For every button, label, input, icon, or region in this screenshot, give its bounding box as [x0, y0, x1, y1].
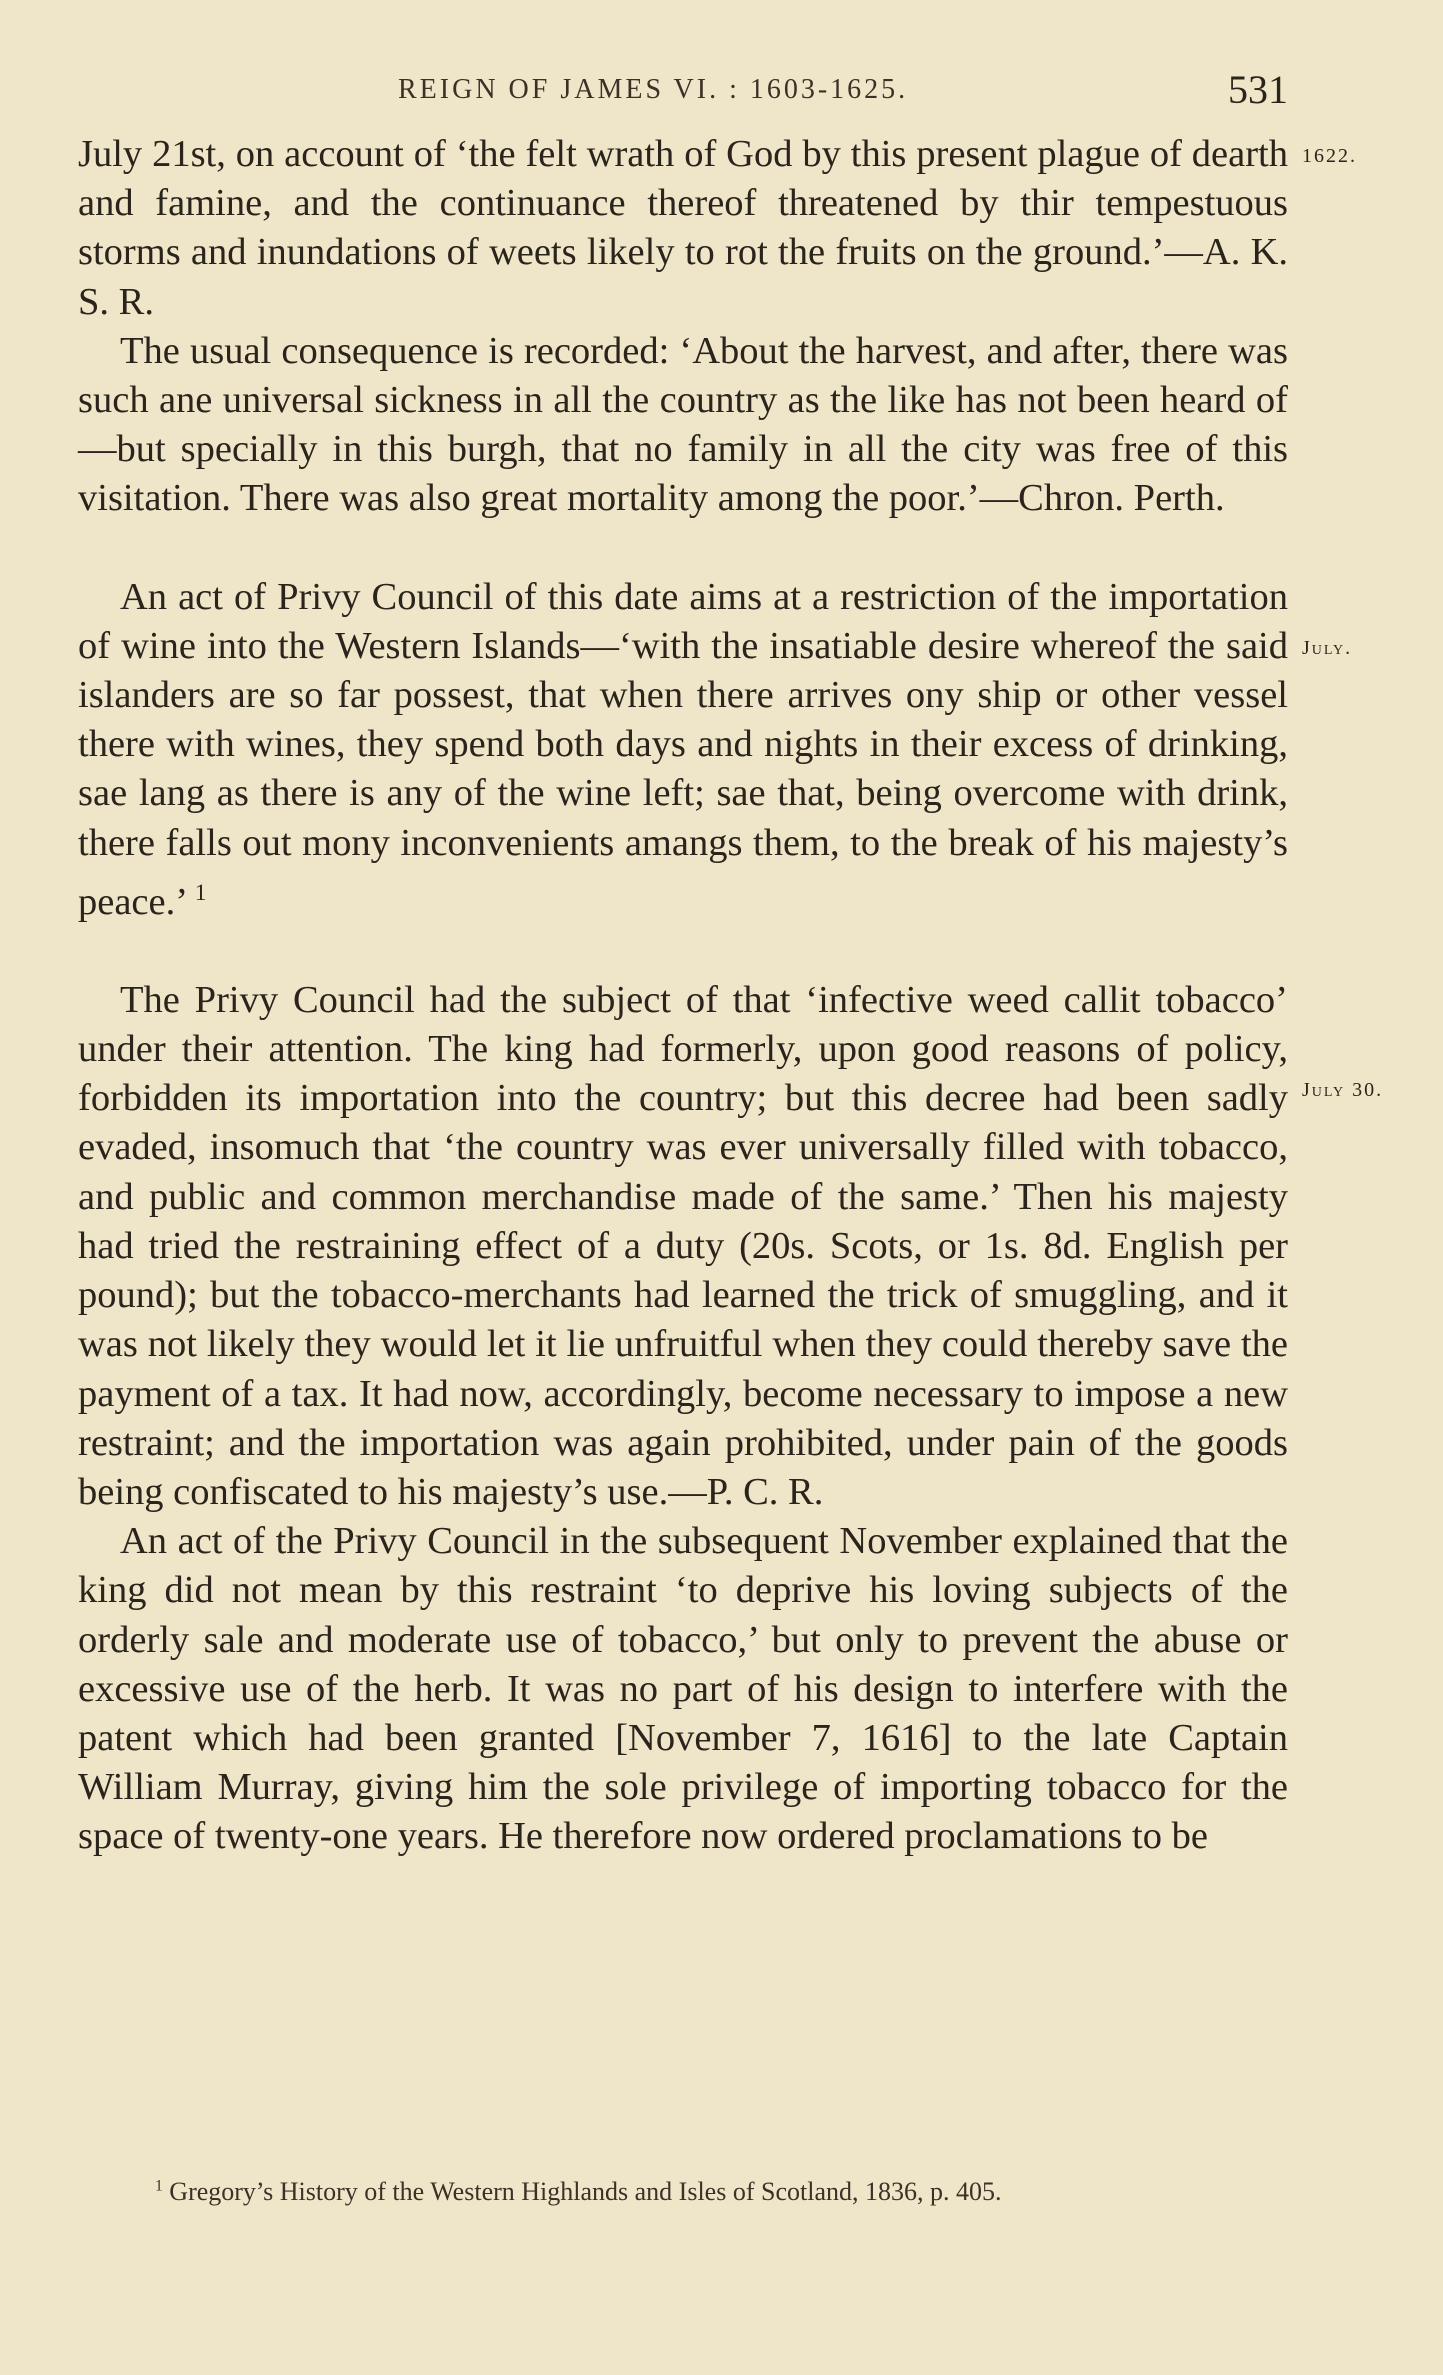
paragraph-sickness: The usual consequence is recorded: ‘About the harvest, and after, there was such ane universal sickness in all the country as the like has not been heard of—but specially in this burgh, that no family in all the city was free of this visitation. There was also great mortality among the poor.’—Chron. Perth. [78, 329, 1288, 520]
footnote-text: Gregory’s History of the Western Highlands and Isles of Scotland, 1836, p. 405. [169, 2177, 1002, 2206]
paragraph-gap [78, 927, 1288, 976]
page-number: 531 [1228, 67, 1288, 112]
margin-note-july-30: July 30. [1302, 1079, 1384, 1101]
margin-note-year: 1622. [1302, 145, 1357, 167]
paragraph-tobacco: The Privy Council had the subject of that ‘infective weed callit tobacco’ under their attention. The king had formerly, upon good reasons of policy, forbidden its importation into the country; but this decree had been sadly evaded, insomuch that ‘the country was ever universally filled with tobacco, and public and common merchandise made of the same.’ Then his majesty had tried the restraining effect of a duty (20s. Scots, or 1s. 8d. English per pound); but the tobacco-merchants had learned the trick of smuggling, and it was not likely they would let it lie unfruitful when they could thereby save the payment of a tax. It had now, accordingly, become necessary to impose a new restraint; and the importation was again prohibited, under pain of the goods being confiscated to his majesty’s use.—P. C. R. [78, 978, 1288, 1513]
paragraph-november-act: An act of the Privy Council in the subsequent November explained that the king did not mean by this restraint ‘to deprive his loving subjects of the orderly sale and moderate use of tobacco,’ but only to prevent the abuse or excessive use of the herb. It was no part of his design to interfere with the patent which had been granted [November 7, 1616] to the late Captain William Murray, giving him the sole privilege of importing tobacco for the space of twenty-one years. He therefore now ordered proclamations to be [78, 1520, 1288, 1858]
footnote [155, 2177, 1255, 2207]
margin-note-july: July. [1302, 637, 1353, 659]
footnote-reference: 1 [194, 878, 207, 905]
body-text [78, 130, 1288, 1862]
paragraph-dearth: July 21st, on account of ‘the felt wrath of God by this present plague of dearth and famine, and the continuance thereof threatened by thir tempestuous storms and inundations of weets likely to rot the fruits on the ground.’—A. K. S. R. [78, 133, 1288, 323]
running-head [78, 62, 1288, 112]
paragraph-gap [78, 524, 1288, 573]
paragraph-wine [78, 573, 1288, 927]
footnote-mark: 1 [155, 2177, 163, 2195]
paragraph-wine-text: An act of Privy Council of this date aims at a restriction of the importation of wine into the Western Islands—‘with the insatiable desire whereof the said islanders are so far possest, that when there arrives ony ship or other vessel there with wines, they spend both days and nights in their excess of drinking, sae lang as there is any of the wine left; sae that, being overcome with drink, there falls out mony inconvenients amangs them, to the break of his majesty’s peace.’ [78, 575, 1288, 923]
running-title: REIGN OF JAMES VI. : 1603-1625. [398, 74, 909, 105]
